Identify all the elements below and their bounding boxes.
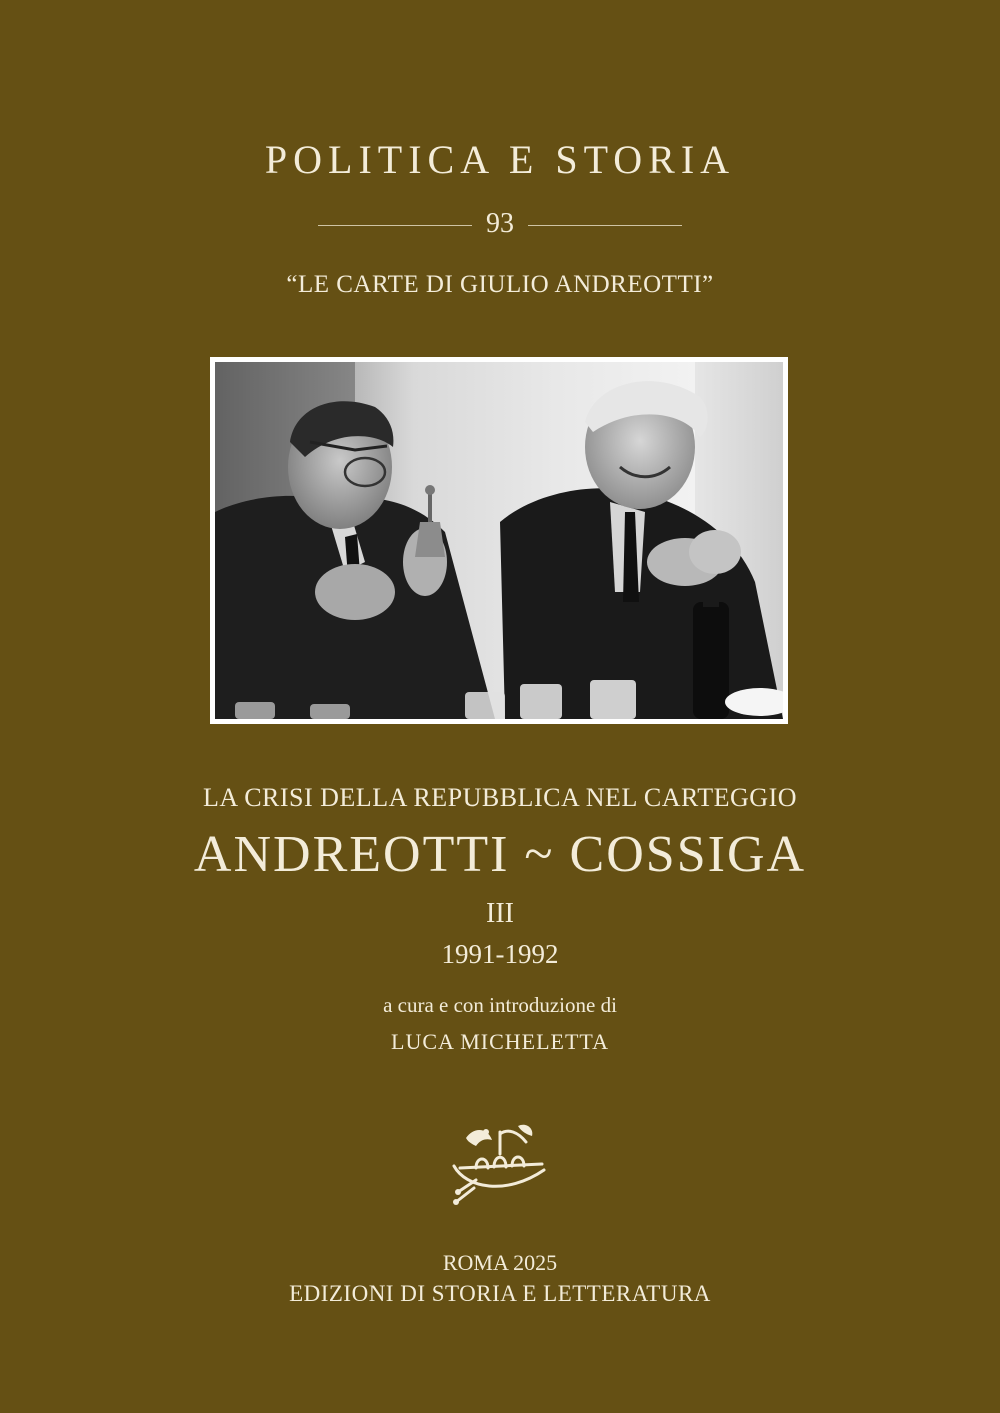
editor-name: LUCA MICHELETTA	[391, 1029, 609, 1054]
place-year: ROMA 2025	[442, 1250, 558, 1275]
years: 1991-1992	[441, 939, 559, 969]
cover-photo	[215, 362, 783, 719]
series-title: POLITICA E STORIA	[264, 137, 736, 182]
ship-with-bird-logo-icon	[446, 1118, 554, 1206]
publisher-name: EDIZIONI DI STORIA E LETTERATURA	[289, 1281, 711, 1306]
volume-number: III	[486, 898, 514, 929]
main-title: ANDREOTTI ~ COSSIGA	[193, 826, 807, 883]
edited-by-label: a cura e con introduzione di	[383, 993, 617, 1017]
right-rule	[528, 225, 682, 226]
series-number-row	[0, 204, 1000, 244]
series-number: 93	[486, 208, 514, 239]
subseries-title: “LE CARTE DI GIULIO ANDREOTTI”	[286, 271, 714, 298]
subtitle: LA CRISI DELLA REPUBBLICA NEL CARTEGGIO	[202, 783, 798, 812]
cover-photo-frame	[210, 357, 788, 724]
